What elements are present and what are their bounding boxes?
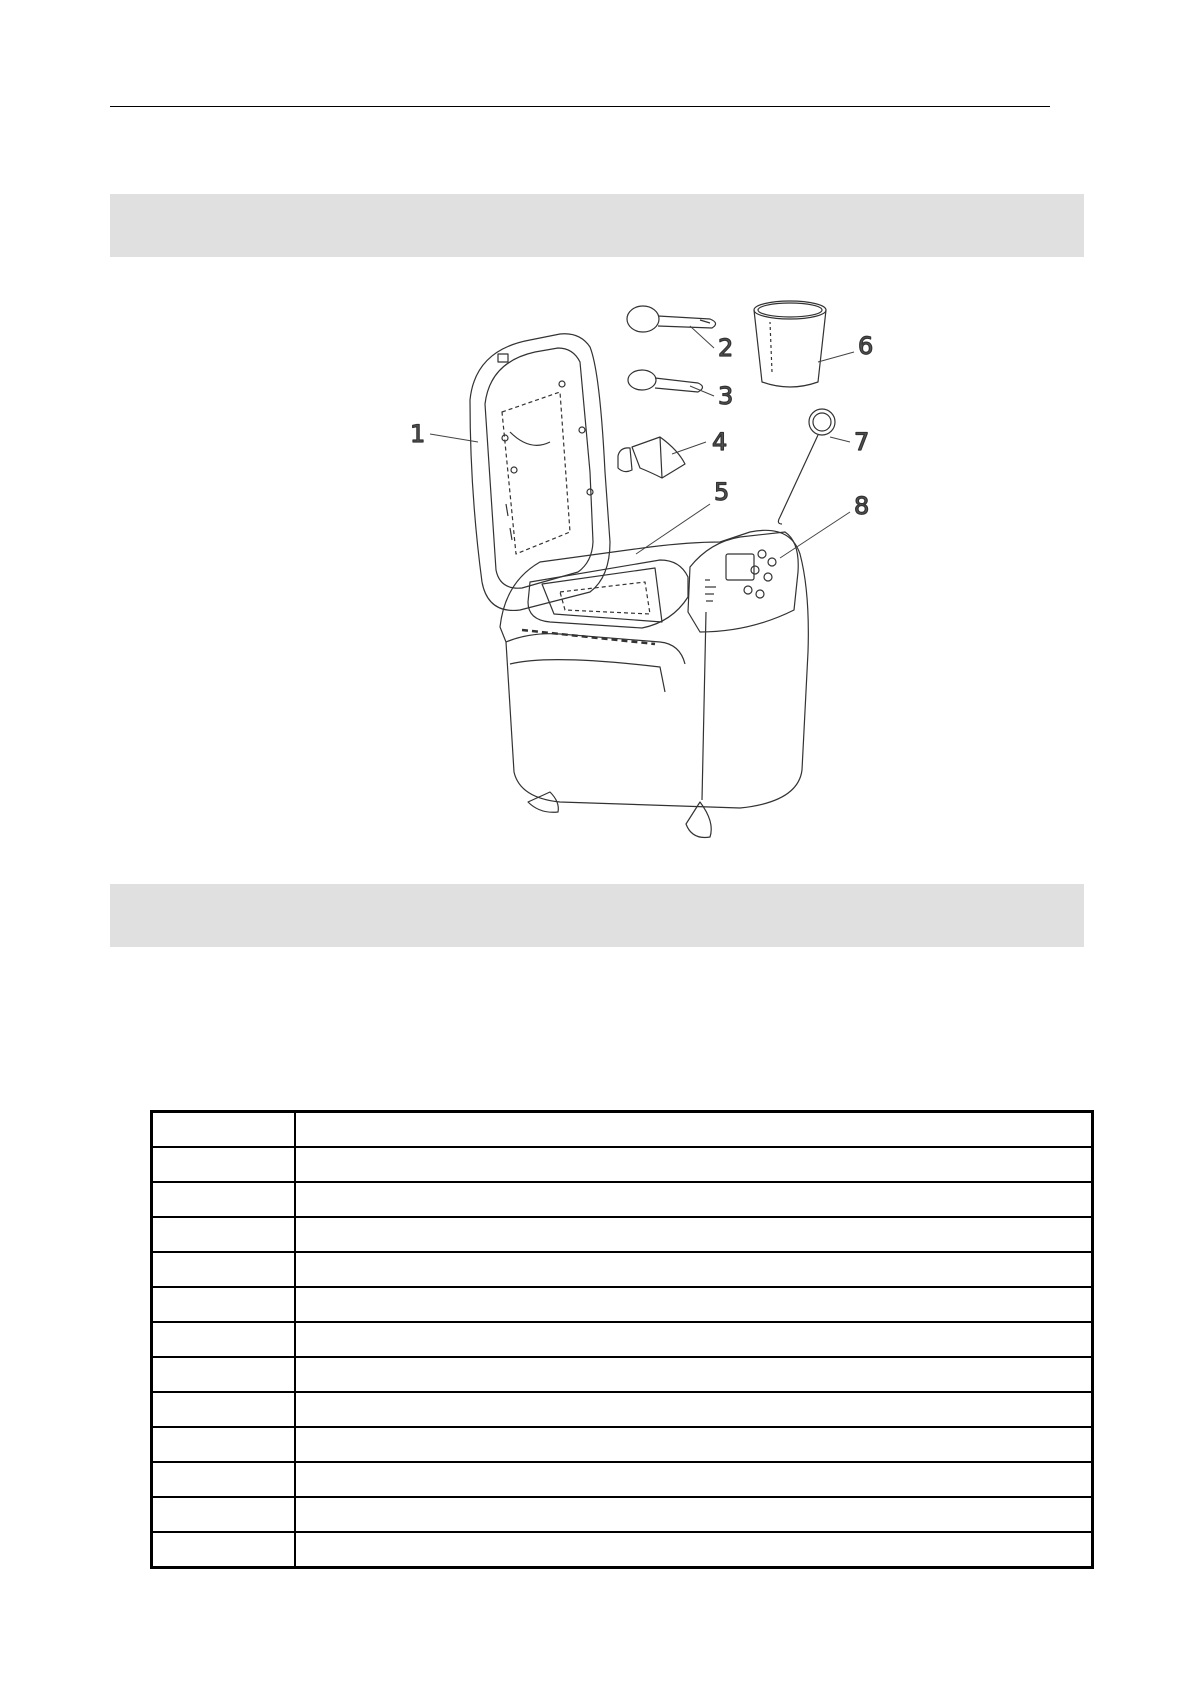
table-row	[152, 1392, 1093, 1427]
callout-8: 8	[854, 492, 870, 520]
part-number-cell	[152, 1217, 296, 1252]
part-number-cell	[152, 1322, 296, 1357]
measuring-cup-illustration	[754, 301, 826, 387]
part-number-cell	[152, 1392, 296, 1427]
table-row	[152, 1427, 1093, 1462]
table-row	[152, 1112, 1093, 1148]
callout-1: 1	[410, 420, 426, 448]
part-number-cell	[152, 1462, 296, 1497]
table-row	[152, 1287, 1093, 1322]
table-row	[152, 1182, 1093, 1217]
part-name-cell	[295, 1532, 1093, 1568]
hook-illustration	[778, 409, 835, 524]
header-rule	[110, 106, 1050, 107]
callout-2: 2	[718, 334, 734, 362]
table-row	[152, 1497, 1093, 1532]
part-name-cell	[295, 1392, 1093, 1427]
part-number-cell	[152, 1252, 296, 1287]
table-row	[152, 1322, 1093, 1357]
part-name-cell	[295, 1322, 1093, 1357]
part-number-cell	[152, 1112, 296, 1148]
part-name-cell	[295, 1497, 1093, 1532]
callout-6: 6	[858, 332, 874, 360]
part-name-cell	[295, 1357, 1093, 1392]
callout-7: 7	[854, 428, 870, 456]
part-name-cell	[295, 1287, 1093, 1322]
callout-3: 3	[718, 382, 734, 410]
part-name-cell	[295, 1462, 1093, 1497]
part-name-cell	[295, 1147, 1093, 1182]
bread-maker-diagram	[410, 292, 950, 882]
leader-lines	[430, 326, 854, 558]
callout-4: 4	[712, 428, 728, 456]
part-number-cell	[152, 1532, 296, 1568]
part-number-cell	[152, 1497, 296, 1532]
section-title-2	[110, 884, 1084, 920]
table-row	[152, 1462, 1093, 1497]
part-name-cell	[295, 1112, 1093, 1148]
diagram-callouts	[410, 332, 873, 520]
measuring-spoons-illustration	[627, 306, 716, 392]
table-row	[152, 1147, 1093, 1182]
bread-maker-body-illustration	[500, 530, 808, 837]
callout-5: 5	[714, 478, 730, 506]
part-name-cell	[295, 1427, 1093, 1462]
kneading-paddle-illustration	[618, 437, 685, 478]
table-row	[152, 1532, 1093, 1568]
part-number-cell	[152, 1287, 296, 1322]
section-band-2	[110, 884, 1084, 947]
parts-table	[150, 1110, 1094, 1569]
part-number-cell	[152, 1357, 296, 1392]
part-number-cell	[152, 1182, 296, 1217]
part-number-cell	[152, 1147, 296, 1182]
part-name-cell	[295, 1217, 1093, 1252]
table-row	[152, 1252, 1093, 1287]
section-title-1	[110, 194, 1084, 230]
lid-illustration	[470, 334, 610, 611]
table-row	[152, 1357, 1093, 1392]
table-row	[152, 1217, 1093, 1252]
part-name-cell	[295, 1252, 1093, 1287]
part-number-cell	[152, 1427, 296, 1462]
part-name-cell	[295, 1182, 1093, 1217]
section-band-1	[110, 194, 1084, 257]
